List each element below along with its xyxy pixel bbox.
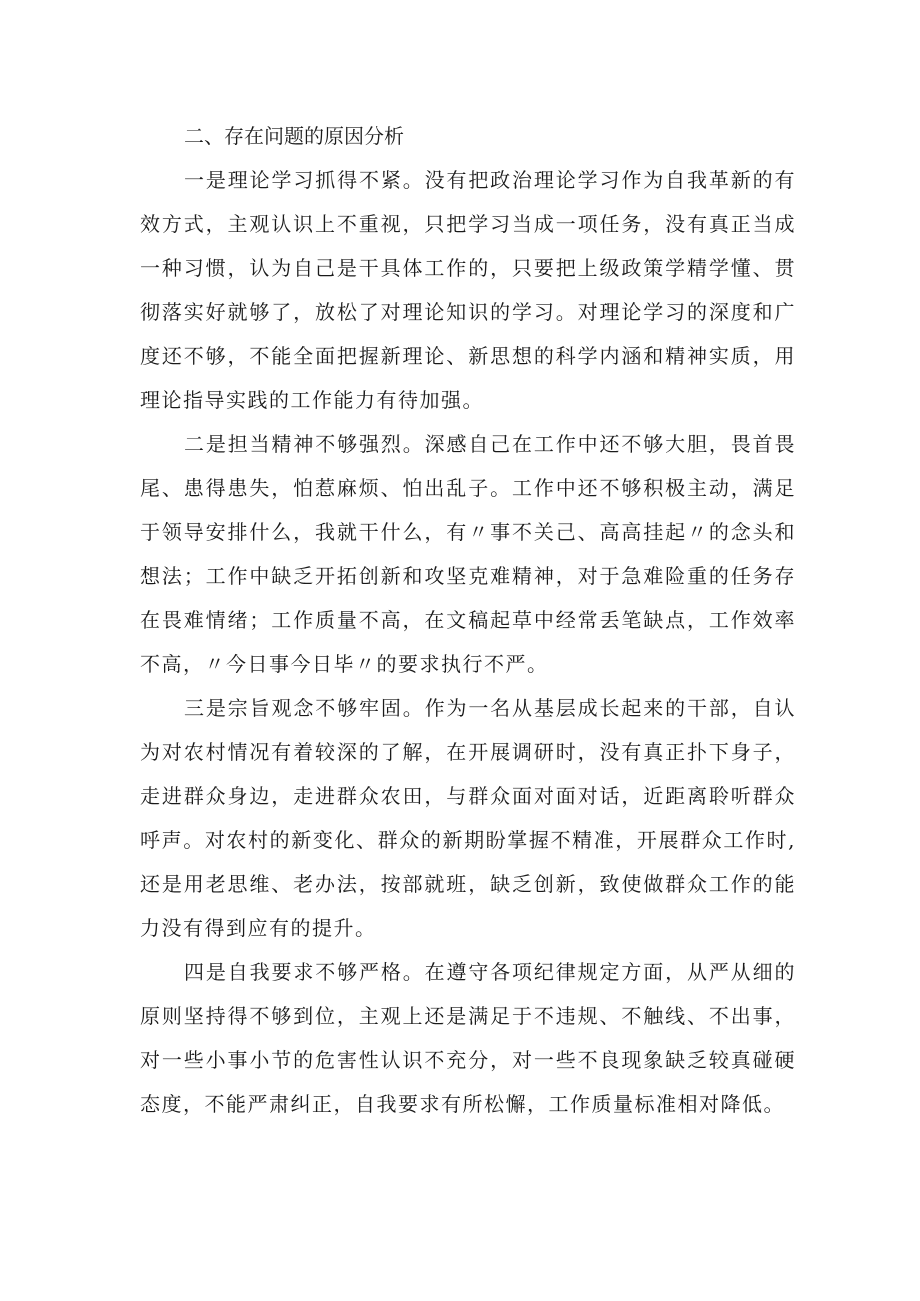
document-body xyxy=(140,114,796,1126)
paragraph-purpose-concept: 三是宗旨观念不够牢固。作为一名从基层成长起来的干部，自认为对农村情况有着较深的了解，在开展调研时，没有真正扑下身子，走进群众身边，走进群众农田，与群众面对面对话，近距离聆听群众呼声。对农村的新变化、群众的新期盼掌握不精准，开展群众工作时,还是用老思维、老办法，按部就班，缺乏创新，致使做群众工作的能力没有得到应有的提升。 xyxy=(140,696,796,940)
paragraph-responsibility: 二是担当精神不够强烈。深感自己在工作中还不够大胆，畏首畏尾、患得患失，怕惹麻烦、怕出乱子。工作中还不够积极主动，满足于领导安排什么，我就干什么，有〃事不关己、高高挂起〃的念头和想法；工作中缺乏开拓创新和攻坚克难精神，对于急难险重的任务存在畏难情绪；工作质量不高，在文稿起草中经常丢笔缺点，工作效率不高，〃今日事今日毕〃的要求执行不严。 xyxy=(140,432,796,676)
section-heading: 二、存在问题的原因分析 xyxy=(184,124,404,148)
paragraph-theory-study: 一是理论学习抓得不紧。没有把政治理论学习作为自我革新的有效方式，主观认识上不重视，只把学习当成一项任务，没有真正当成一种习惯，认为自己是干具体工作的，只要把上级政策学精学懂、贯彻落实好就够了，放松了对理论知识的学习。对理论学习的深度和广度还不够，不能全面把握新理论、新思想的科学内涵和精神实质，用理论指导实践的工作能力有待加强。 xyxy=(140,168,796,412)
paragraph-self-discipline: 四是自我要求不够严格。在遵守各项纪律规定方面，从严从细的原则坚持得不够到位，主观上还是满足于不违规、不触线、不出事，对一些小事小节的危害性认识不充分，对一些不良现象缺乏较真碰硬态度，不能严肃纠正，自我要求有所松懈，工作质量标准相对降低。 xyxy=(140,960,796,1116)
